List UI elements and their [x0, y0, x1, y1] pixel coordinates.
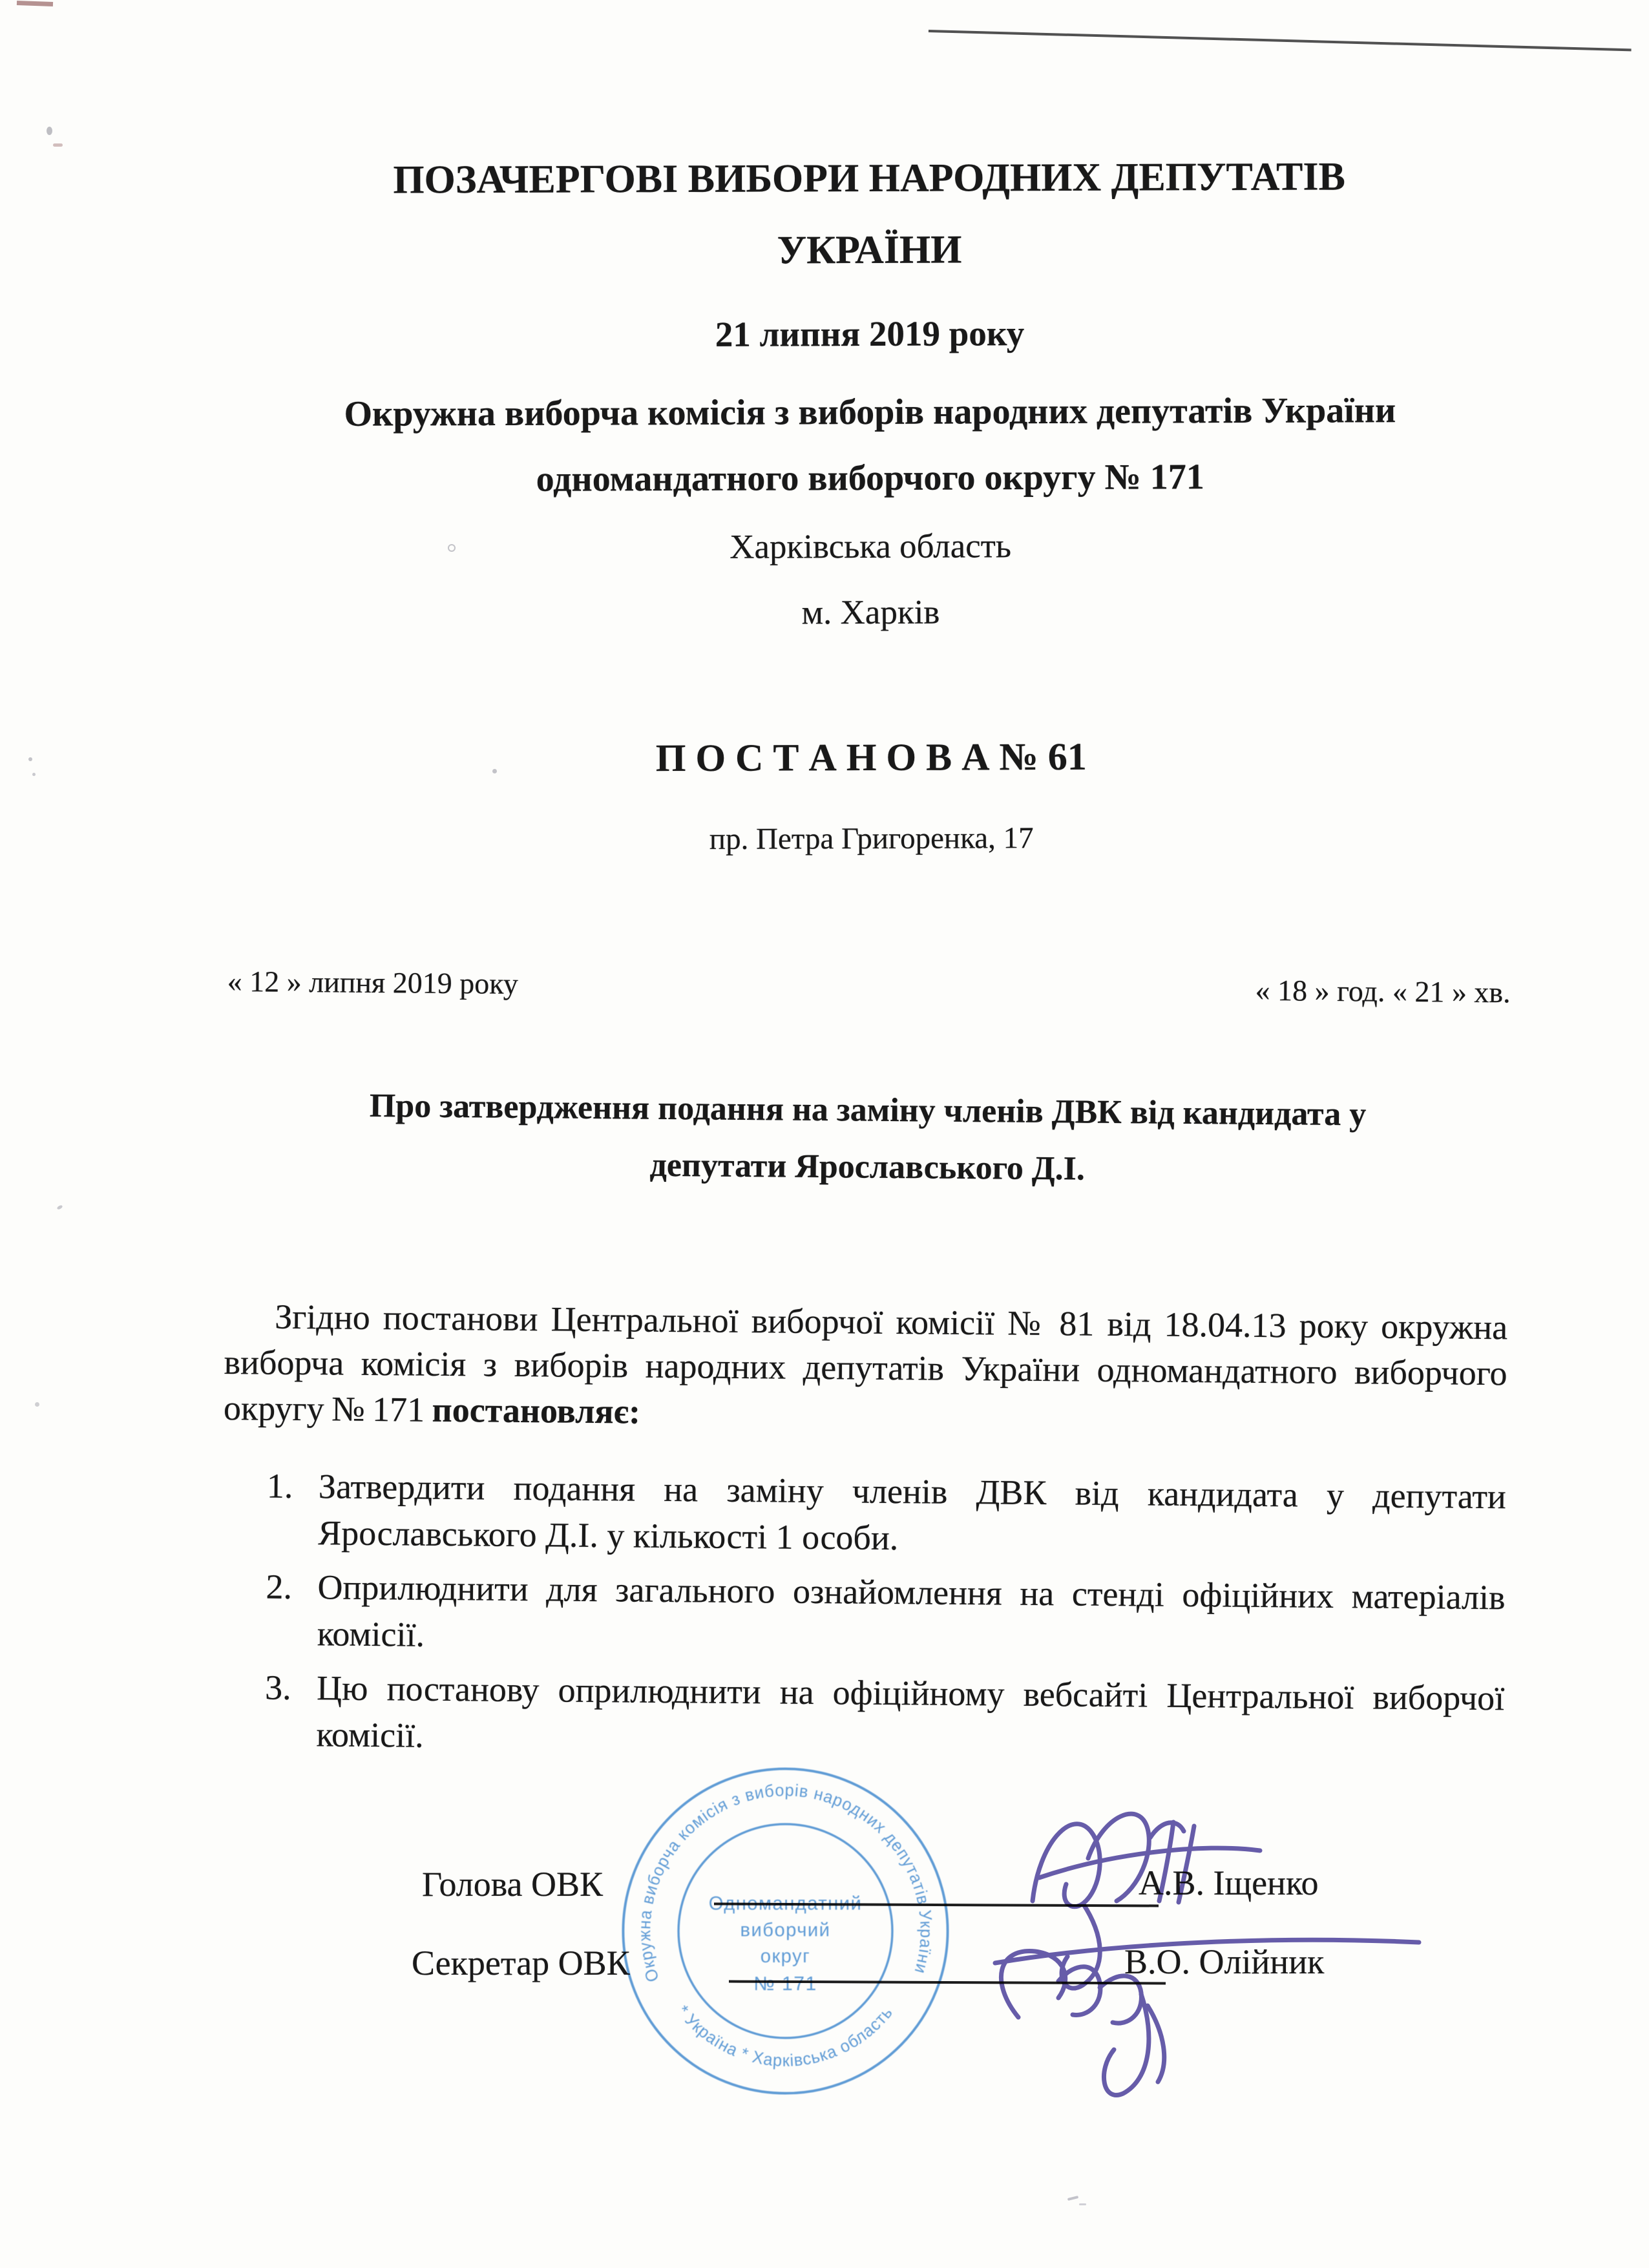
resolution-subject	[226, 1076, 1509, 1201]
signer-role-head: Голова ОВК	[422, 1865, 603, 1904]
scan-corner-mark	[17, 1, 53, 6]
signer-name-secretary: В.О. Олійник	[1124, 1942, 1325, 1981]
list-item	[266, 1564, 1506, 1667]
stamp-ring-text-bottom: * Україна * Харківська область	[673, 2001, 897, 2070]
list-item-text: Оприлюднити для загального ознайомлення на стенді офіційних матеріалів комісії.	[317, 1568, 1506, 1654]
intro-paragraph	[224, 1294, 1508, 1442]
subject-line2: депутати Ярославського Д.І.	[649, 1146, 1086, 1188]
scan-speck	[47, 127, 52, 135]
commission-district: одномандатного виборчого округу № 171	[536, 457, 1204, 499]
stamp-center-line1: Одномандатний	[708, 1893, 863, 1915]
scan-speck	[1079, 2203, 1086, 2205]
resolution-date: « 12 » липня 2019 року	[227, 964, 519, 1000]
svg-text:* Україна * Харківська область	[673, 2002, 896, 2070]
resolution-items	[220, 1462, 1506, 1768]
signer-name-head: А.В. Іщенко	[1139, 1864, 1319, 1902]
list-item	[266, 1463, 1507, 1566]
signer-role-secretary: Секретар ОВК	[412, 1944, 630, 1982]
intro-resolves-word: постановляє:	[432, 1390, 641, 1431]
scan-speck	[53, 143, 63, 147]
list-item-number: 3.	[264, 1668, 291, 1707]
round-stamp	[609, 1755, 961, 2107]
scan-speck	[35, 1402, 39, 1407]
scan-speck	[28, 757, 32, 761]
list-item-number: 1.	[266, 1466, 293, 1506]
scan-speck	[56, 1204, 63, 1210]
list-item-text: Затвердити подання на заміну членів ДВК від кандидата у депутати Ярославського Д.І. у кількості 1 особи.	[318, 1467, 1507, 1558]
intro-text: Згідно постанови Центральної виборчої комісії № 81 від 18.04.13 року окружна виборча комісія з виборів народних депутатів України одномандатного виборчого округу № 171	[223, 1297, 1508, 1429]
city-name: м. Харків	[801, 593, 940, 632]
resolution-title: П О С Т А Н О В А № 61	[655, 735, 1087, 780]
resolution-time: « 18 » год. « 21 » хв.	[1255, 973, 1511, 1009]
signature-secretary	[995, 1940, 1419, 2095]
stamp-center-line4: № 171	[753, 1973, 817, 1995]
stamp-center-line3: округ	[760, 1946, 811, 1968]
page-title-line2: УКРАЇНИ	[777, 227, 962, 273]
region-name: Харківська область	[730, 527, 1012, 566]
commission-address: пр. Петра Григоренка, 17	[709, 821, 1034, 856]
date-time-row	[227, 963, 1510, 1011]
page-title: ПОЗАЧЕРГОВІ ВИБОРИ НАРОДНИХ ДЕПУТАТІВ	[393, 154, 1346, 202]
list-item	[264, 1664, 1505, 1768]
signature-head	[1033, 1814, 1260, 1988]
stamp-ring-text-top: Окружна виборча комісія з виборів народних депутатів України	[635, 1780, 936, 1985]
handwritten-signatures	[956, 1781, 1460, 2117]
list-item-text: Цю постанову оприлюднити на офіційному вебсайті Центральної виборчої комісії.	[316, 1668, 1505, 1755]
stamp-center-line2: виборчий	[740, 1920, 831, 1941]
commission-name: Окружна виборча комісія з виборів народних депутатів України	[344, 390, 1396, 434]
scan-scratch-line	[929, 30, 1632, 51]
scan-speck	[32, 773, 36, 776]
election-date: 21 липня 2019 року	[715, 313, 1025, 354]
document-header	[227, 152, 1513, 861]
list-item-number: 2.	[266, 1567, 293, 1606]
subject-line1: Про затвердження подання на заміну членів ДВК від кандидата у	[369, 1087, 1367, 1133]
scan-speck	[1067, 2196, 1078, 2201]
document-body	[220, 963, 1511, 1776]
